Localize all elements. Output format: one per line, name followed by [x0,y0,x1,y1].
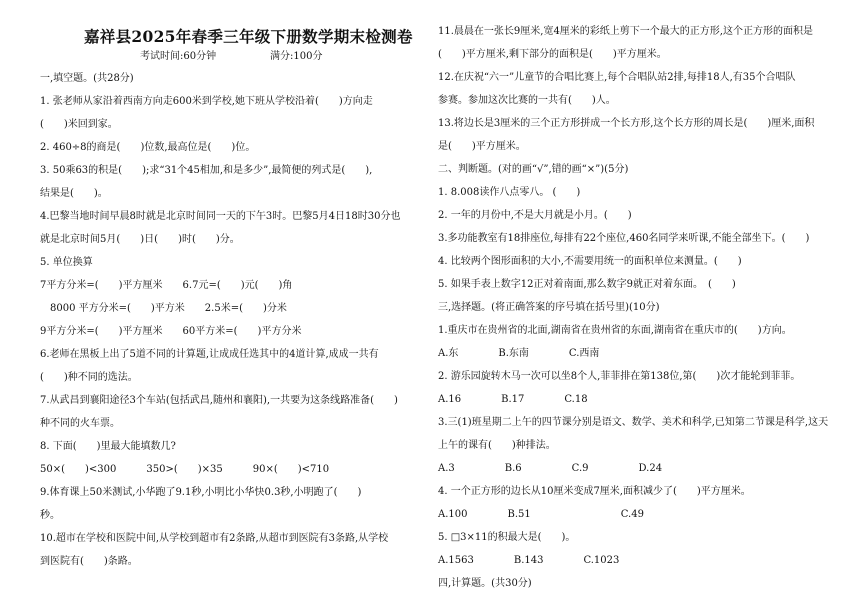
question-line: 7.从武昌到襄阳途径3个车站(包括武昌,随州和襄阳),一共要为这条线路准备( ) [40,395,398,406]
section-calc-heading: 四,计算题。(共30分) [438,578,532,589]
question-line: 50×( )<300 350>( )×35 90×( )<710 [40,464,330,475]
exam-time: 考试时间:60分钟 [140,51,217,62]
question-line: 2. 游乐园旋转木马一次可以坐8个人,菲菲排在第138位,第( )次才能轮到菲菲。 [438,371,801,382]
answer-options: A.16 B.17 C.18 [438,394,588,405]
question-line: 是( )平方厘米。 [438,141,526,152]
question-line: 5. □3×11的积最大是( )。 [438,532,576,543]
exam-score: 满分:100分 [270,51,323,62]
question-line: 4. 比较两个图形面积的大小,不需要用统一的面积单位来测量。( ) [438,256,742,267]
question-line: 就是北京时间5月( )日( )时( )分。 [40,234,240,245]
question-line: 10.超市在学校和医院中间,从学校到超市有2条路,从超市到医院有3条路,从学校 [40,533,389,544]
question-line: 3.三(1)班星期二上午的四节课分别是语文、数学、美术和科学,已知第二节课是科学,这天 [438,417,829,428]
question-line: 9平方分米=( )平方厘米 60平方米=( )平方分米 [40,326,302,337]
question-line: ( )平方厘米,剩下部分的面积是( )平方厘米。 [438,49,667,60]
question-line: 11.晨晨在一张长9厘米,宽4厘米的彩纸上剪下一个最大的正方形,这个正方形的面积是 [438,26,813,37]
answer-options: A.100 B.51 C.49 [438,509,644,520]
question-line: 13.将边长是3厘米的三个正方形拼成一个长方形,这个长方形的周长是( )厘米,面积 [438,118,815,129]
question-line: ( )种不同的选法。 [40,372,138,383]
section-choice-heading: 三,选择题。(将正确答案的序号填在括号里)(10分) [438,302,660,313]
question-line: 参赛。参加这次比赛的一共有( )人。 [438,95,616,106]
question-line: 2. 460÷8的商是( )位数,最高位是( )位。 [40,142,256,153]
question-line: 种不同的火车票。 [40,418,120,429]
question-line: 1.重庆市在贵州省的北面,湖南省在贵州省的东面,湖南省在重庆市的( )方向。 [438,325,792,336]
question-line: 1. 张老师从家沿着西南方向走600米到学校,她下班从学校沿着( )方向走 [40,96,373,107]
question-line: 12.在庆祝“六一”儿童节的合唱比赛上,每个合唱队站2排,每排18人,有35个合唱队 [438,72,796,83]
question-line: ( )米回到家。 [40,119,118,130]
answer-options: A.1563 B.143 C.1023 [438,555,620,566]
answer-options: A.东 B.东南 C.西南 [438,348,600,359]
section-fill-heading: 一,填空题。(共28分) [40,73,134,84]
question-line: 4.巴黎当地时间早晨8时就是北京时间同一天的下午3时。巴黎5月4日18时30分也 [40,211,401,222]
question-line: 6.老师在黑板上出了5道不同的计算题,让成成任选其中的4道计算,成成一共有 [40,349,379,360]
question-line: 5. 单位换算 [40,257,93,268]
question-line: 秒。 [40,510,60,521]
answer-options: A.3 B.6 C.9 D.24 [438,463,663,474]
question-line: 9.体育课上50米测试,小华跑了9.1秒,小明比小华快0.3秒,小明跑了( ) [40,487,362,498]
question-line: 到医院有( )条路。 [40,556,138,567]
question-line: 4. 一个正方形的边长从10厘米变成7厘米,面积减少了( )平方厘米。 [438,486,751,497]
question-line: 1. 8.008读作八点零八。 ( ) [438,187,581,198]
question-line: 5. 如果手表上数字12正对着南面,那么数字9就正对着东面。 ( ) [438,279,736,290]
right-column [430,0,860,608]
question-line: 8000 平方分米=( )平方米 2.5米=( )分米 [40,303,287,314]
section-judge-heading: 二、判断题。(对的画“√”,错的画“×”)(5分) [438,164,629,175]
question-line: 8. 下面( )里最大能填数几? [40,441,176,452]
question-line: 2. 一年的月份中,不是大月就是小月。( ) [438,210,632,221]
question-line: 7平方分米=( )平方厘米 6.7元=( )元( )角 [40,280,293,291]
question-line: 上午的课有( )种排法。 [438,440,556,451]
exam-title: 嘉祥县2025年春季三年级下册数学期末检测卷 [84,27,413,46]
question-line: 3.多功能教室有18排座位,每排有22个座位,460名同学来听课,不能全部坐下。( ) [438,233,810,244]
question-line: 3. 50乘63的积是( );求“31个45相加,和是多少”,最简便的列式是( ), [40,165,373,176]
question-line: 结果是( )。 [40,188,108,199]
